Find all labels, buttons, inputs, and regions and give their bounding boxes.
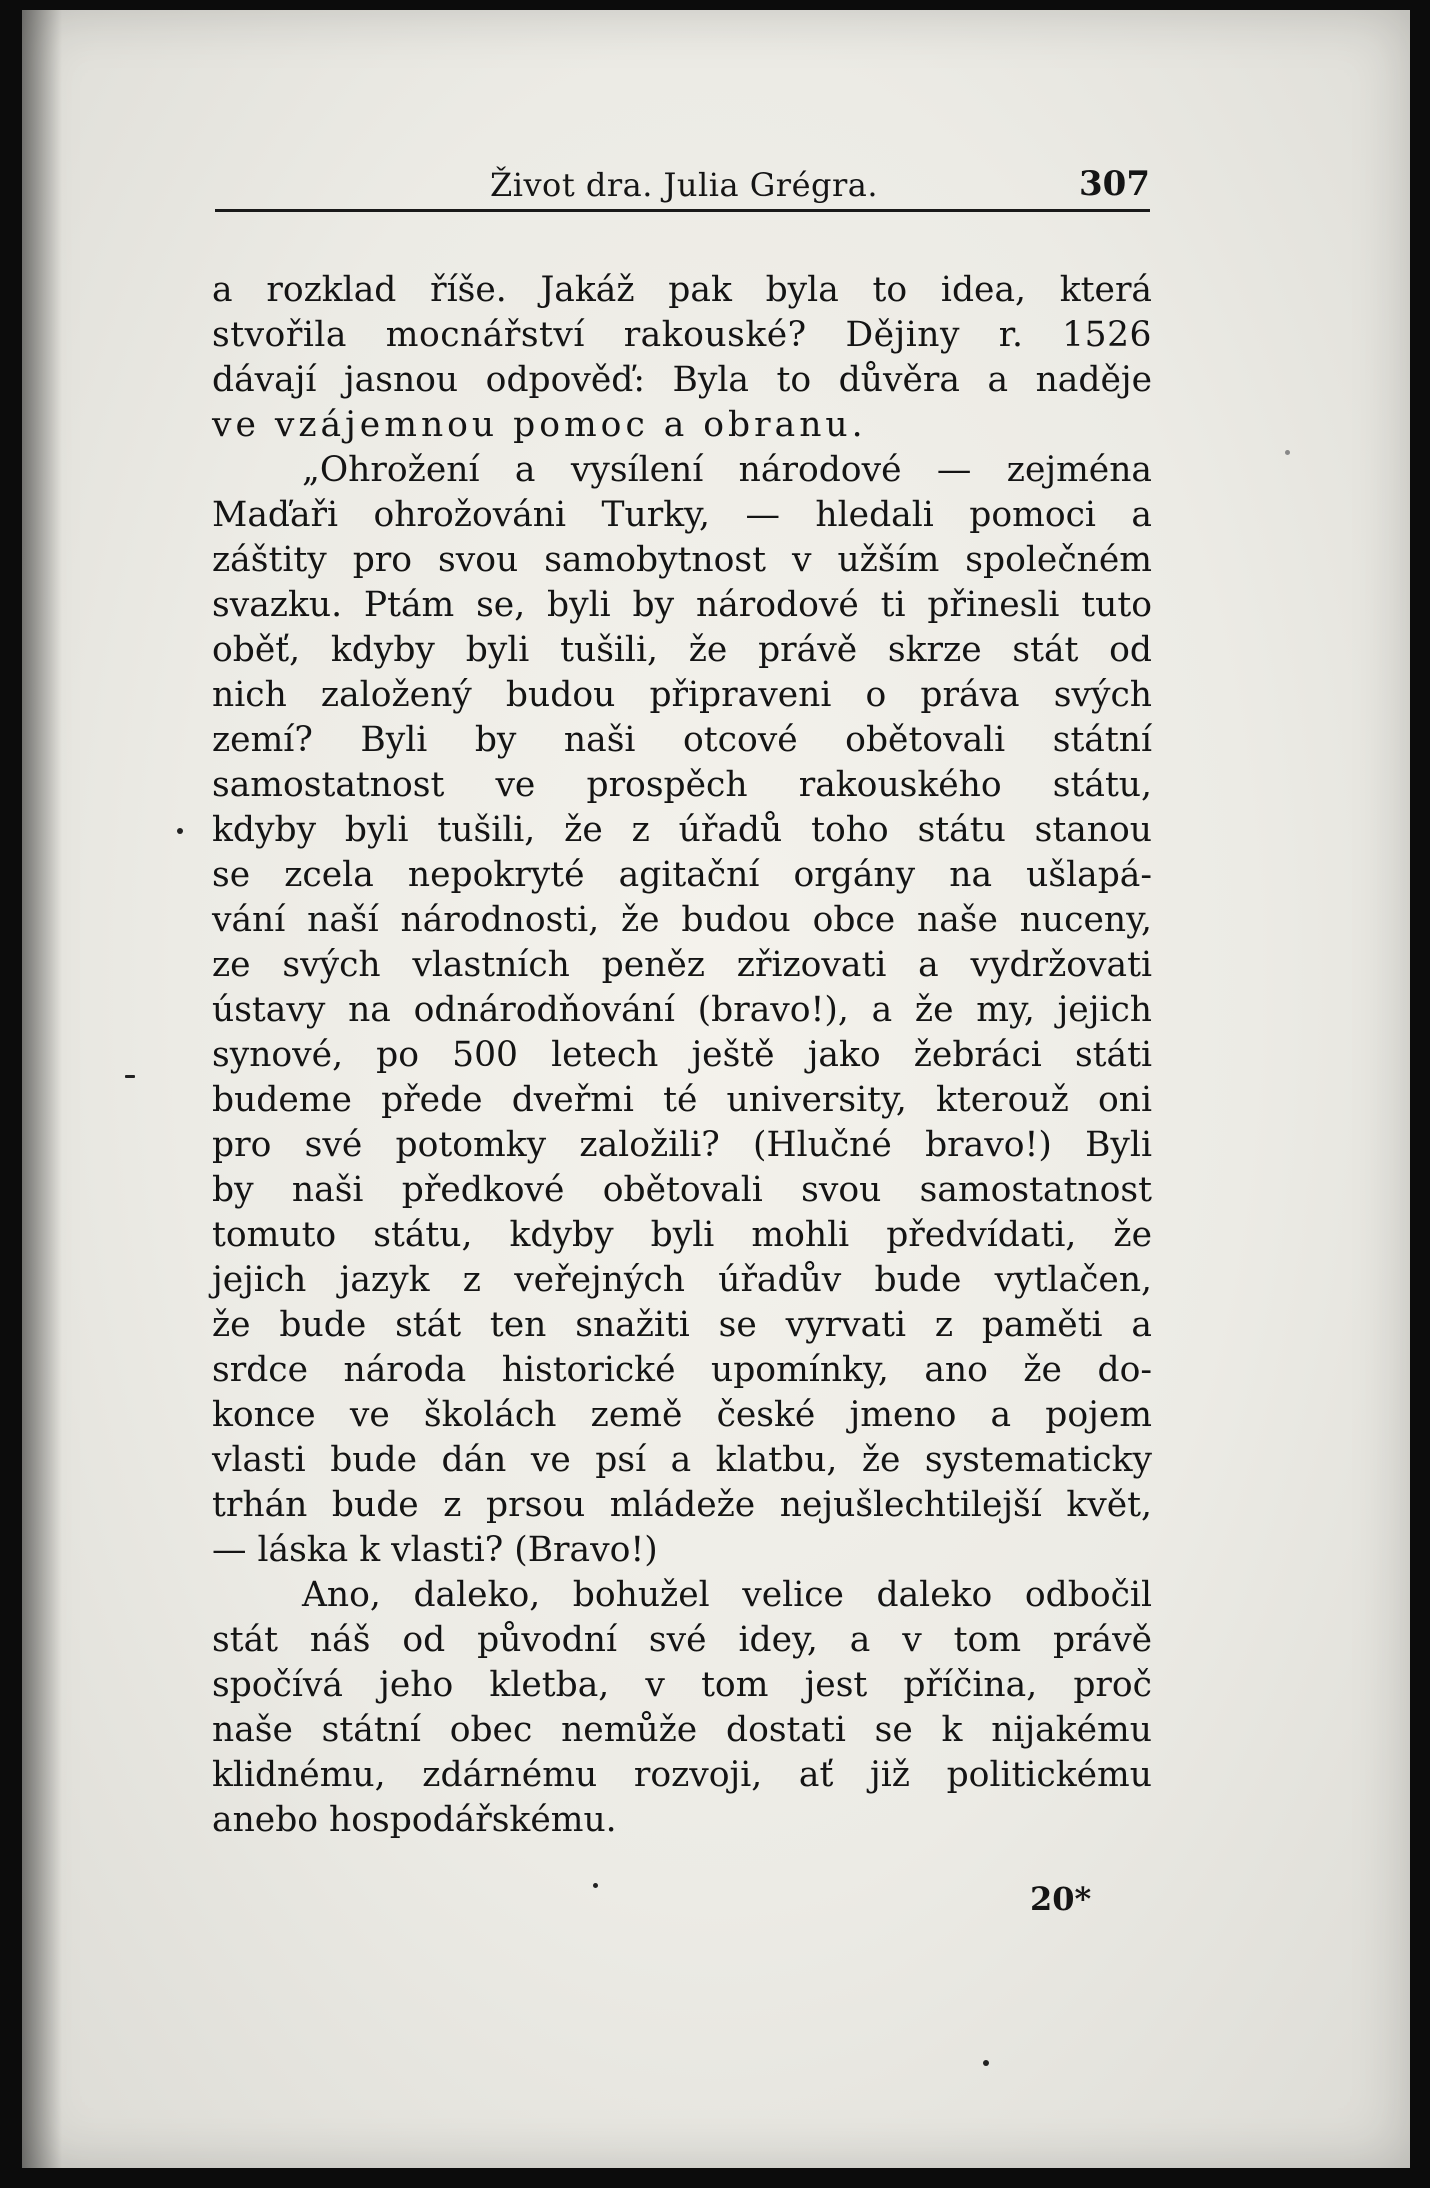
text-line: oběť, kdyby byli tušili, že právě skrze stát od <box>212 630 1152 670</box>
text-line: stát náš od původní své idey, a v tom právě <box>212 1620 1152 1660</box>
text-line: že bude stát ten snažiti se vyrvati z paměti a <box>212 1305 1152 1345</box>
text-line: vlasti bude dán ve psí a klatbu, že systematicky <box>212 1440 1152 1480</box>
text-line: stvořila mocnářství rakouské? Dějiny r. 1526 <box>212 315 1152 355</box>
text-line: zemí? Byli by naši otcové obětovali státní <box>212 720 1152 760</box>
text-line: ve vzájemnou pomoc a obranu. <box>212 405 867 445</box>
print-speck <box>983 2060 989 2066</box>
text-line: budeme přede dveřmi té university, kterouž oni <box>212 1080 1152 1120</box>
page-header <box>215 160 1150 212</box>
text-line: nich založený budou připraveni o práva svých <box>212 675 1152 715</box>
text-line: jejich jazyk z veřejných úřadův bude vytlačen, <box>212 1260 1152 1300</box>
print-speck <box>177 828 183 834</box>
text-line: pro své potomky založili? (Hlučné bravo!) Byli <box>212 1125 1152 1165</box>
text-line: spočívá jeho kletba, v tom jest příčina, proč <box>212 1665 1152 1705</box>
running-title: Život dra. Julia Grégra. <box>490 166 879 204</box>
text-line: klidnému, zdárnému rozvoji, ať již politickému <box>212 1755 1152 1795</box>
text-line: srdce národa historické upomínky, ano že do- <box>212 1350 1152 1390</box>
paragraph-start-line: Ano, daleko, bohužel velice daleko odbočil <box>302 1575 1152 1615</box>
text-line: Maďaři ohrožováni Turky, — hledali pomoci a <box>212 495 1152 535</box>
text-line: trhán bude z prsou mládeže nejušlechtilejší květ, <box>212 1485 1152 1525</box>
text-line: ze svých vlastních peněz zřizovati a vydržovati <box>212 945 1152 985</box>
text-line: tomuto státu, kdyby byli mohli předvídati, že <box>212 1215 1152 1255</box>
text-line: svazku. Ptám se, byli by národové ti přinesli tuto <box>212 585 1152 625</box>
print-speck <box>125 1075 135 1078</box>
text-line: anebo hospodářskému. <box>212 1800 617 1840</box>
text-line: naše státní obec nemůže dostati se k nijakému <box>212 1710 1152 1750</box>
print-speck <box>1285 450 1290 455</box>
text-line: dávají jasnou odpověď: Byla to důvěra a naděje <box>212 360 1152 400</box>
text-line: samostatnost ve prospěch rakouského státu, <box>212 765 1152 805</box>
text-line: záštity pro svou samobytnost v užším společném <box>212 540 1152 580</box>
body-text <box>212 268 1152 1843</box>
text-line: ústavy na odnárodňování (bravo!), a že my, jejich <box>212 990 1152 1030</box>
text-line: se zcela nepokryté agitační orgány na ušlapá- <box>212 855 1152 895</box>
text-line: synové, po 500 letech ještě jako žebráci státi <box>212 1035 1152 1075</box>
text-line: kdyby byli tušili, že z úřadů toho státu stanou <box>212 810 1152 850</box>
paragraph-start-line: „Ohrožení a vysílení národové — zejména <box>302 450 1152 490</box>
text-line: konce ve školách země české jmeno a pojem <box>212 1395 1152 1435</box>
text-line: a rozklad říše. Jakáž pak byla to idea, která <box>212 270 1152 310</box>
text-line: — láska k vlasti? (Bravo!) <box>212 1530 658 1570</box>
print-speck <box>593 1883 598 1888</box>
header-rule <box>215 209 1150 212</box>
text-line: vání naší národnosti, že budou obce naše nuceny, <box>212 900 1152 940</box>
text-line: by naši předkové obětovali svou samostatnost <box>212 1170 1152 1210</box>
signature-mark: 20* <box>1030 1880 1092 1918</box>
page-number: 307 <box>1079 164 1150 204</box>
binding-shadow <box>22 10 62 2168</box>
